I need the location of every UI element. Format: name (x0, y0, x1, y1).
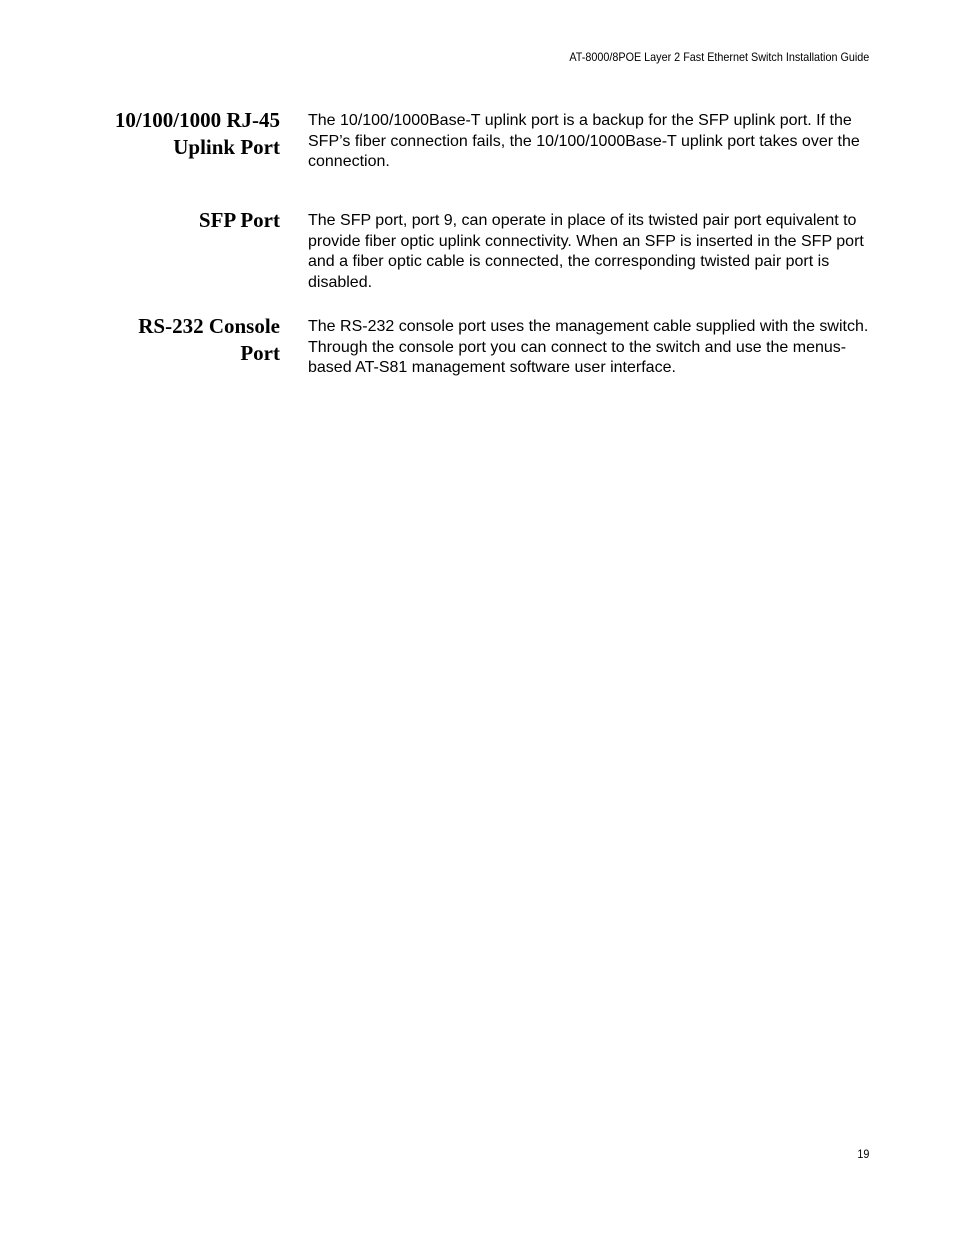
page-number: 19 (856, 1147, 869, 1161)
running-header: AT-8000/8POE Layer 2 Fast Ethernet Switch Installation Guide (569, 50, 869, 64)
section-body: The SFP port, port 9, can operate in place of its twisted pair port equivalent to provide fiber optic uplink connectivity. When an SFP is inserted in the SFP port and a fiber optic cable is connected, the corresponding twisted pair port is disabled. (308, 212, 864, 291)
section-heading: RS-232 Console Port (138, 314, 280, 365)
section-body: The RS-232 console port uses the management cable supplied with the switch. Through the console port you can connect to the switch and use the menus-based AT-S81 management software user interface. (308, 318, 869, 376)
section-heading: SFP Port (198, 208, 280, 232)
section-body: The 10/100/1000Base-T uplink port is a backup for the SFP uplink port. If the SFP’s fiber connection fails, the 10/100/1000Base-T uplink port takes over the connection. (308, 112, 860, 170)
section-heading: 10/100/1000 RJ-45 Uplink Port (114, 108, 280, 159)
